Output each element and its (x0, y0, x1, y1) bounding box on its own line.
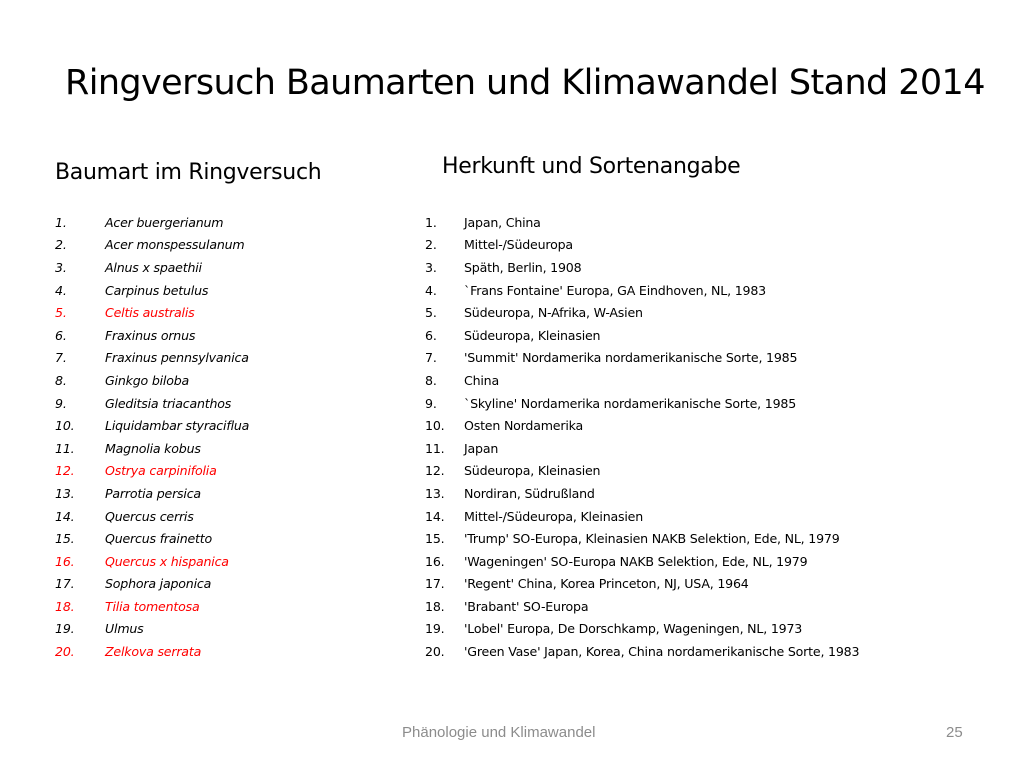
species-item (55, 414, 395, 437)
origin-item-number: 9. (425, 395, 437, 411)
species-item-number: 4. (55, 282, 67, 298)
origin-item-text: `Frans Fontaine' Europa, GA Eindhoven, NL, 1983 (464, 282, 766, 298)
origin-list (425, 211, 995, 663)
origin-item (425, 347, 995, 370)
origin-item-number: 5. (425, 305, 437, 321)
origin-item-text: Japan (464, 440, 499, 456)
species-item (55, 437, 395, 460)
species-item (55, 460, 395, 483)
origin-item-number: 19. (425, 621, 445, 637)
origin-item (425, 527, 995, 550)
origin-item-number: 20. (425, 644, 445, 660)
species-item-name: Magnolia kobus (105, 440, 201, 456)
origin-item (425, 369, 995, 392)
species-item-number: 12. (55, 463, 75, 479)
species-item-name: Acer buergerianum (105, 214, 224, 230)
origin-item-text: Späth, Berlin, 1908 (464, 259, 582, 275)
species-item-name: Alnus x spaethii (105, 259, 202, 275)
species-item (55, 640, 395, 663)
origin-item-number: 16. (425, 553, 445, 569)
origin-item-text: 'Lobel' Europa, De Dorschkamp, Wageningen, NL, 1973 (464, 621, 803, 637)
species-item (55, 527, 395, 550)
origin-item (425, 460, 995, 483)
species-item (55, 550, 395, 573)
origin-item-text: Japan, China (464, 214, 541, 230)
species-item-name: Tilia tomentosa (105, 598, 200, 614)
species-item-number: 10. (55, 418, 75, 434)
species-item (55, 618, 395, 641)
origin-column-heading: Herkunft und Sortenangabe (442, 154, 741, 179)
species-item-number: 5. (55, 305, 67, 321)
origin-item-text: 'Wageningen' SO-Europa NAKB Selektion, Ede, NL, 1979 (464, 553, 808, 569)
origin-item (425, 550, 995, 573)
species-item-number: 8. (55, 372, 67, 388)
species-item-name: Quercus x hispanica (105, 553, 229, 569)
species-item-name: Gleditsia triacanthos (105, 395, 232, 411)
page-number: 25 (946, 724, 963, 741)
origin-item-text: Mittel-/Südeuropa (464, 237, 573, 253)
origin-item-text: China (464, 372, 499, 388)
species-item-name: Ulmus (105, 621, 144, 637)
species-item-number: 20. (55, 644, 75, 660)
origin-item-number: 8. (425, 372, 437, 388)
origin-item-text: Osten Nordamerika (464, 418, 584, 434)
origin-item (425, 279, 995, 302)
species-item (55, 505, 395, 528)
species-item-name: Zelkova serrata (105, 644, 202, 660)
species-item-name: Acer monspessulanum (105, 237, 245, 253)
species-item (55, 347, 395, 370)
origin-item-text: Mittel-/Südeuropa, Kleinasien (464, 508, 643, 524)
species-item-name: Ostrya carpinifolia (105, 463, 217, 479)
species-item-number: 15. (55, 531, 75, 547)
slide-footer: Phänologie und Klimawandel (402, 724, 596, 741)
species-item-number: 18. (55, 598, 75, 614)
origin-item-number: 7. (425, 350, 437, 366)
species-item-number: 7. (55, 350, 67, 366)
species-column-heading: Baumart im Ringversuch (55, 160, 322, 185)
species-item-name: Quercus frainetto (105, 531, 213, 547)
origin-item-text: 'Regent' China, Korea Princeton, NJ, USA, 1964 (464, 576, 749, 592)
species-item (55, 256, 395, 279)
origin-item (425, 482, 995, 505)
species-item-name: Fraxinus ornus (105, 327, 196, 343)
species-item (55, 301, 395, 324)
slide-title: Ringversuch Baumarten und Klimawandel Stand 2014 (65, 63, 985, 103)
origin-item-text: 'Trump' SO-Europa, Kleinasien NAKB Selektion, Ede, NL, 1979 (464, 531, 840, 547)
species-item-number: 2. (55, 237, 67, 253)
species-item-name: Fraxinus pennsylvanica (105, 350, 249, 366)
origin-item (425, 618, 995, 641)
origin-item-text: 'Brabant' SO-Europa (464, 598, 589, 614)
species-item-number: 11. (55, 440, 75, 456)
origin-item-number: 2. (425, 237, 437, 253)
species-item-number: 16. (55, 553, 75, 569)
origin-item (425, 573, 995, 596)
species-item (55, 279, 395, 302)
species-item-name: Sophora japonica (105, 576, 212, 592)
species-item (55, 369, 395, 392)
origin-item-number: 13. (425, 485, 445, 501)
species-item (55, 234, 395, 257)
origin-item-number: 11. (425, 440, 445, 456)
species-item-name: Celtis australis (105, 305, 195, 321)
origin-item-number: 10. (425, 418, 445, 434)
species-item-name: Carpinus betulus (105, 282, 209, 298)
species-item-number: 6. (55, 327, 67, 343)
origin-item-number: 1. (425, 214, 437, 230)
species-item-number: 13. (55, 485, 75, 501)
species-item-name: Parrotia persica (105, 485, 201, 501)
species-item (55, 482, 395, 505)
origin-item-number: 4. (425, 282, 437, 298)
origin-item (425, 324, 995, 347)
origin-item-number: 18. (425, 598, 445, 614)
origin-item (425, 640, 995, 663)
origin-item-number: 12. (425, 463, 445, 479)
origin-item-number: 6. (425, 327, 437, 343)
species-item-number: 1. (55, 214, 67, 230)
species-item-name: Liquidambar styraciflua (105, 418, 250, 434)
origin-item (425, 505, 995, 528)
origin-item (425, 595, 995, 618)
species-item (55, 392, 395, 415)
origin-item-number: 14. (425, 508, 445, 524)
species-item-number: 3. (55, 259, 67, 275)
species-item-number: 14. (55, 508, 75, 524)
origin-item-number: 3. (425, 259, 437, 275)
species-item-number: 9. (55, 395, 67, 411)
origin-item (425, 301, 995, 324)
origin-item (425, 414, 995, 437)
origin-item-number: 17. (425, 576, 445, 592)
species-item-name: Quercus cerris (105, 508, 194, 524)
origin-item-text: `Skyline' Nordamerika nordamerikanische Sorte, 1985 (464, 395, 797, 411)
origin-item (425, 437, 995, 460)
origin-item-text: Nordiran, Südrußland (464, 485, 595, 501)
species-item-number: 17. (55, 576, 75, 592)
origin-item (425, 256, 995, 279)
origin-item-number: 15. (425, 531, 445, 547)
origin-item (425, 392, 995, 415)
species-item-number: 19. (55, 621, 75, 637)
origin-item-text: Südeuropa, Kleinasien (464, 327, 601, 343)
origin-item-text: 'Green Vase' Japan, Korea, China nordamerikanische Sorte, 1983 (464, 644, 860, 660)
origin-item-text: Südeuropa, N-Afrika, W-Asien (464, 305, 643, 321)
species-item (55, 324, 395, 347)
species-list (55, 211, 395, 663)
origin-item-text: Südeuropa, Kleinasien (464, 463, 601, 479)
origin-item-text: 'Summit' Nordamerika nordamerikanische Sorte, 1985 (464, 350, 798, 366)
species-item (55, 573, 395, 596)
species-item (55, 211, 395, 234)
origin-item (425, 211, 995, 234)
species-item-name: Ginkgo biloba (105, 372, 190, 388)
origin-item (425, 234, 995, 257)
species-item (55, 595, 395, 618)
